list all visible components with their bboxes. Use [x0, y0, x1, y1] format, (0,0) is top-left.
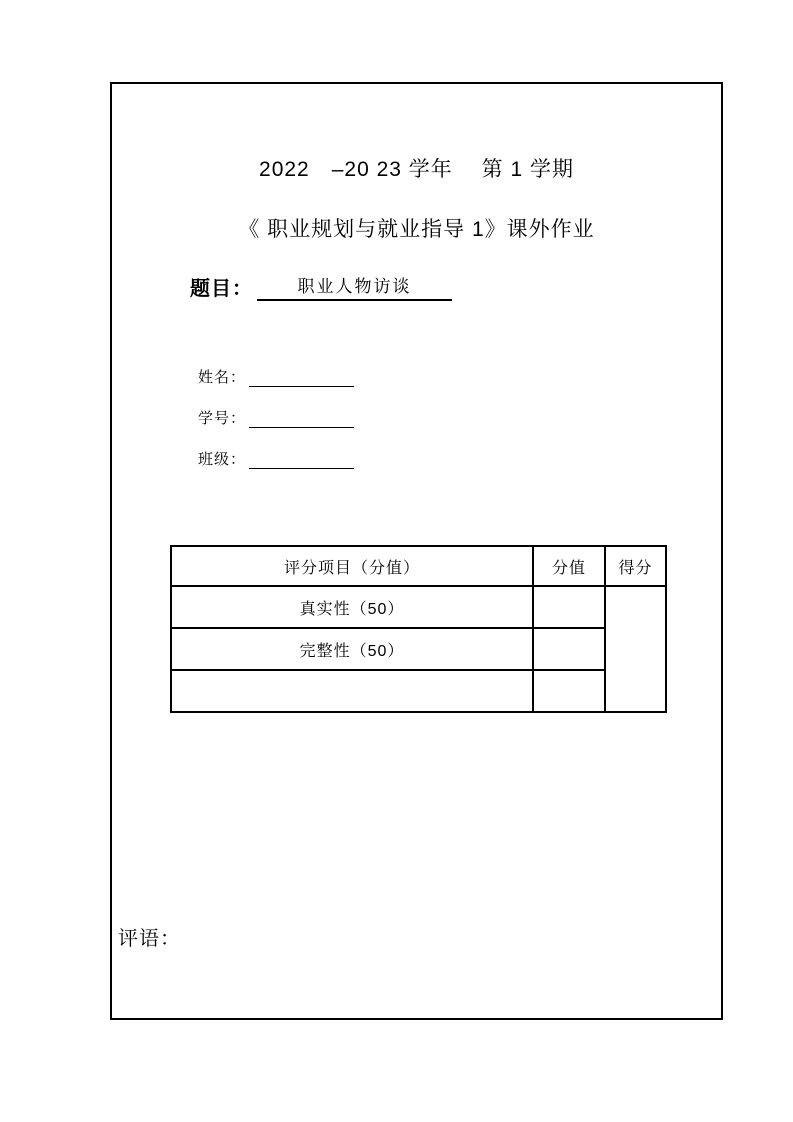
class-field-row [198, 446, 354, 469]
table-row-empty [171, 670, 666, 712]
cell-completeness-points [533, 628, 605, 670]
page-border-frame [110, 82, 723, 1020]
cell-earned-merged [605, 586, 666, 712]
comment-label: 评语： [118, 928, 181, 950]
table-row-completeness [171, 628, 666, 670]
topic-label: 题目： [190, 278, 253, 300]
score-table [170, 545, 667, 713]
class-field-label: 班级： [198, 451, 247, 468]
student-id-field-row [198, 405, 354, 428]
topic-row [190, 272, 452, 301]
cell-empty-points [533, 670, 605, 712]
header-cell-criteria: 评分项目（分值） [171, 546, 533, 586]
name-field-blank-line [249, 367, 354, 387]
score-table-header-row [171, 546, 666, 586]
academic-year-title: 2022 –20 23 学年 第 1 学期 [259, 158, 574, 181]
student-info-fields [198, 364, 354, 487]
cell-authenticity-item: 真实性（50） [171, 586, 533, 628]
header-cell-earned: 得分 [605, 546, 666, 586]
student-id-field-blank-line [249, 408, 354, 428]
student-id-field-label: 学号： [198, 410, 247, 427]
course-assignment-title: 《 职业规划与就业指导 1》课外作业 [238, 218, 595, 241]
cell-empty-item [171, 670, 533, 712]
name-field-label: 姓名： [198, 369, 247, 386]
table-row-authenticity [171, 586, 666, 628]
header-cell-points: 分值 [533, 546, 605, 586]
topic-value-underline: 职业人物访谈 [257, 276, 452, 301]
class-field-blank-line [249, 449, 354, 469]
cell-authenticity-points [533, 586, 605, 628]
name-field-row [198, 364, 354, 387]
cell-completeness-item: 完整性（50） [171, 628, 533, 670]
